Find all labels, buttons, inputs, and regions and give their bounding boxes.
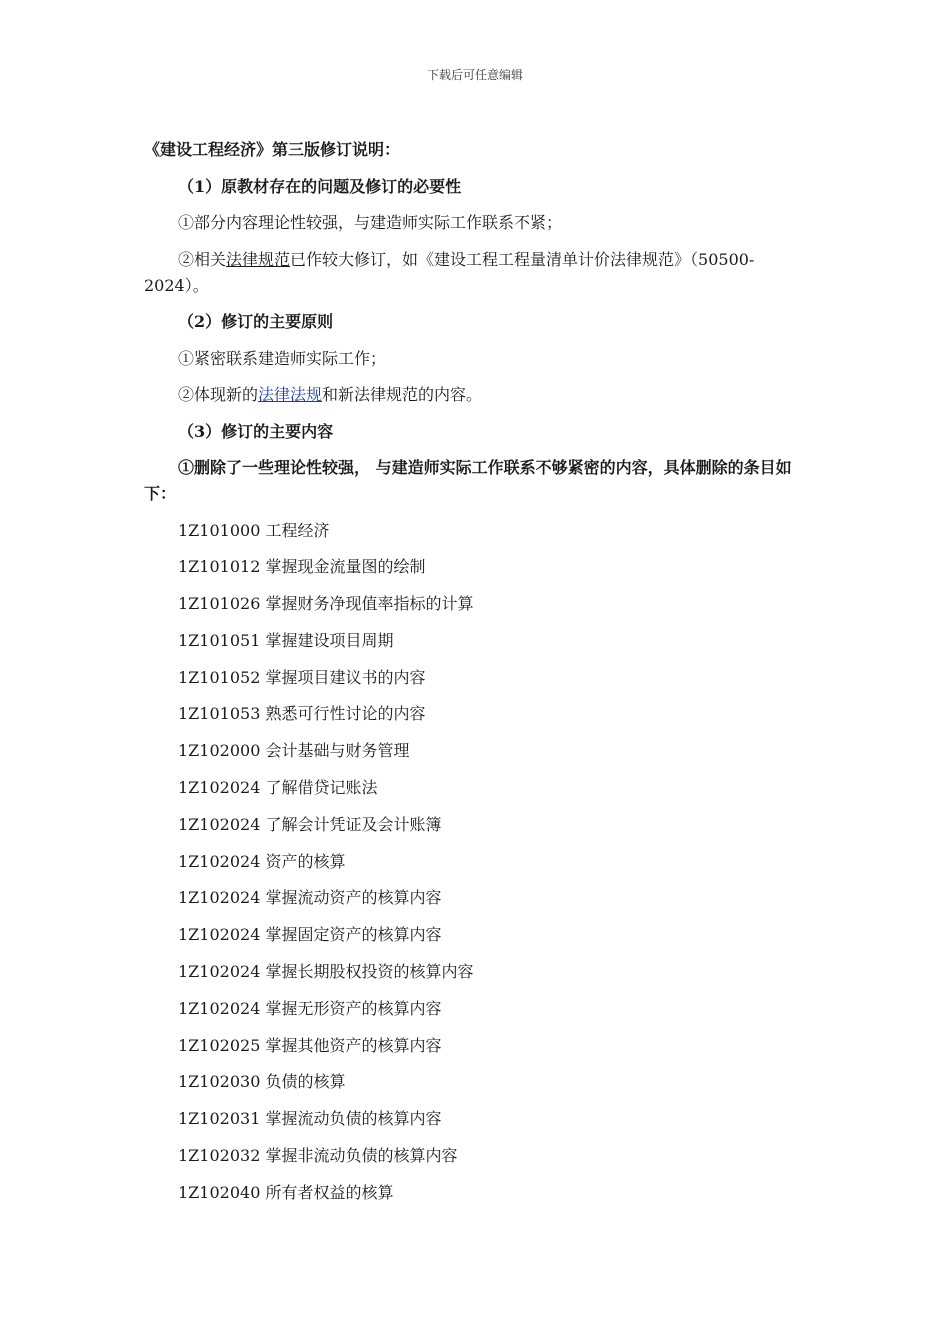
section-2-heading: （2）修订的主要原则 <box>178 312 334 331</box>
section-3-heading: （3）修订的主要内容 <box>178 421 334 441</box>
list-item: 1Z101026 掌握财务净现值率指标的计算 <box>178 594 474 614</box>
list-item: 1Z101000 工程经济 <box>178 520 330 540</box>
list-item: 1Z101053 熟悉可行性讨论的内容 <box>178 704 426 724</box>
list-item: 1Z102030 负债的核算 <box>178 1072 346 1092</box>
document-title: 《建设工程经济》第三版修订说明： <box>144 140 401 159</box>
list-item: 1Z102024 了解会计凭证及会计账簿 <box>178 814 442 834</box>
list-item: 1Z102024 掌握流动资产的核算内容 <box>178 888 442 908</box>
laws-regulations-link[interactable]: 法律法规 <box>258 385 323 404</box>
section-1-paragraph-2-post: 已作较大修订，如《建设工程工程量清单计价法律规范》（50500-2024）。 <box>144 249 755 295</box>
section-1-paragraph-2 <box>144 247 808 299</box>
section-2-paragraph-2-post: 和新法律规范的内容。 <box>322 385 483 404</box>
list-item: 1Z102032 掌握非流动负债的核算内容 <box>178 1146 458 1166</box>
document-body <box>144 137 808 1217</box>
list-item: 1Z102024 掌握无形资产的核算内容 <box>178 998 442 1018</box>
list-item: 1Z101051 掌握建设项目周期 <box>178 630 394 650</box>
section-1-paragraph-1: ①部分内容理论性较强，与建造师实际工作联系不紧； <box>178 213 563 232</box>
list-item: 1Z102024 掌握长期股权投资的核算内容 <box>178 962 474 982</box>
list-item: 1Z102031 掌握流动负债的核算内容 <box>178 1109 442 1129</box>
section-1-heading: （1）原教材存在的问题及修订的必要性 <box>178 176 462 196</box>
list-item: 1Z102024 掌握固定资产的核算内容 <box>178 925 442 945</box>
section-3-paragraph-1: ①删除了一些理论性较强， 与建造师实际工作联系不够紧密的内容，具体删除的条目如下： <box>144 458 792 503</box>
list-item: 1Z101052 掌握项目建议书的内容 <box>178 667 426 687</box>
page-header: 下载后可任意编辑 <box>426 68 523 82</box>
section-2-paragraph-2 <box>144 382 808 408</box>
list-item: 1Z101012 掌握现金流量图的绘制 <box>178 557 426 577</box>
list-item: 1Z102040 所有者权益的核算 <box>178 1182 394 1202</box>
legal-norms-link[interactable]: 法律规范 <box>226 249 291 269</box>
section-2-paragraph-1: ①紧密联系建造师实际工作； <box>178 348 387 368</box>
list-item: 1Z102000 会计基础与财务管理 <box>178 741 410 761</box>
list-item: 1Z102025 掌握其他资产的核算内容 <box>178 1035 442 1055</box>
section-2-paragraph-2-pre: ②体现新的 <box>178 385 259 404</box>
deleted-items-list <box>144 518 808 1217</box>
section-1-paragraph-2-pre: ②相关 <box>178 249 227 269</box>
list-item: 1Z102024 资产的核算 <box>178 851 346 871</box>
list-item: 1Z102024 了解借贷记账法 <box>178 778 378 798</box>
